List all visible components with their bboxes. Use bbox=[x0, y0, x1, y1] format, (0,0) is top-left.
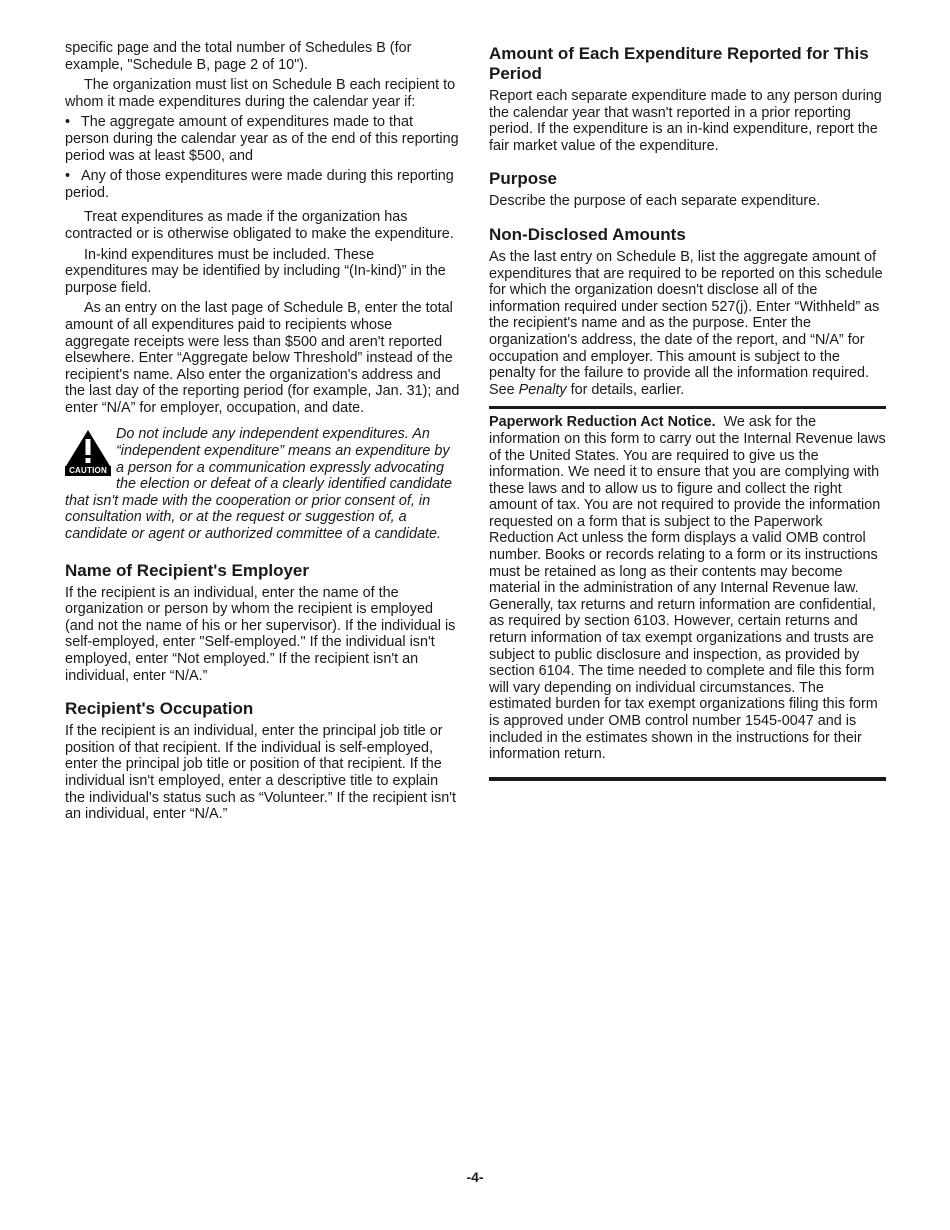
caution-text: Do not include any independent expenditures. An “independent expenditure” means an expenditure by a person for a communication expressly advocating the election or defeat of a clearly identified candidate that isn't made with the cooperation or prior consent of, in consultation with, or at the request or suggestion of, a candidate or agent or authorized committee of a candidate. bbox=[65, 426, 453, 543]
employer-heading: Name of Recipient's Employer bbox=[65, 560, 310, 580]
bullet-item: • The aggregate amount of expenditures made to that person during the calendar year as of the end of this reporting period was at least $500, and bbox=[65, 114, 459, 164]
section-rule bbox=[489, 406, 886, 409]
paperwork-heading: Paperwork Reduction Act Notice. bbox=[489, 414, 716, 431]
penalty-reference: Penalty bbox=[518, 381, 567, 398]
occupation-text: If the recipient is an individual, enter the principal job title or position of that recipient. If the individual is self-employed, enter the principal job title or position of that recipient. If the individual isn't employed, enter a descriptive title to explain the individual's status such as “Volunteer.” If the recipient isn't an individual, enter “N/A.” bbox=[65, 723, 457, 823]
schedule-b-paragraph: The organization must list on Schedule B each recipient to whom it made expenditures during the calendar year if: bbox=[65, 77, 456, 110]
bullet-icon: • bbox=[65, 168, 71, 185]
caution-label: CAUTION bbox=[65, 466, 111, 476]
purpose-text: Describe the purpose of each separate expenditure. bbox=[489, 193, 821, 210]
bottom-rule bbox=[489, 777, 886, 781]
nondisclosed-heading: Non-Disclosed Amounts bbox=[489, 224, 686, 244]
paperwork-notice bbox=[489, 414, 886, 762]
caution-icon bbox=[65, 429, 111, 476]
amount-text: Report each separate expenditure made to any person during the calendar year that wasn't reported in a prior reporting period. If the expenditure is an in-kind expenditure, report the fair market value of the expenditure. bbox=[489, 88, 882, 154]
paperwork-text: We ask for the information on this form to carry out the Internal Revenue laws of the United States. You are required to give us the information. We need it to ensure that you are complying with these laws and to allow us to figure and collect the right amount of tax. You are not required to provide the information requested on a form that is subject to the Paperwork Reduction Act unless the form displays a valid OMB control number. Books or records relating to a form or its instructions must be retained as long as their contents may become material in the administration of any Internal Revenue law. Generally, tax returns and return information are confidential, as required by section 6103. However, certain returns and return information of tax exempt organizations and trusts are subject to public disclosure and inspection, as provided by section 6104. The time needed to complete and file this form will vary depending on individual circumstances. The estimated burden for tax exempt organizations filing this form is approved under OMB control number 1545-0047 and is included in the estimates shown in the instructions for their information return. bbox=[489, 414, 886, 763]
left-column bbox=[65, 40, 460, 827]
treat-expenditures-paragraph: Treat expenditures as made if the organization has contracted or is otherwise obligated to make the expenditure. bbox=[65, 209, 454, 242]
page-number: -4- bbox=[466, 1169, 484, 1185]
aggregate-paragraph: As an entry on the last page of Schedule B, enter the total amount of all expenditures paid to recipients whose aggregate receipts were less than $500 and aren't reported elsewhere. Enter “Aggregate below Threshold” instead of the recipient's name. Also enter the organization's address and the last day of the reporting period (for example, Jan. 31); and enter “N/A” for employer, occupation, and date. bbox=[65, 300, 460, 416]
occupation-heading: Recipient's Occupation bbox=[65, 699, 254, 719]
continued-paragraph: specific page and the total number of Schedules B (for example, "Schedule B, page 2 of 10"). bbox=[65, 40, 412, 73]
bullet-item: • Any of those expenditures were made during this reporting period. bbox=[65, 168, 454, 201]
caution-note bbox=[65, 426, 460, 542]
bullet-icon: • bbox=[65, 114, 71, 131]
in-kind-paragraph: In-kind expenditures must be included. These expenditures may be identified by including “(In-kind)” in the purpose field. bbox=[65, 246, 446, 296]
employer-text: If the recipient is an individual, enter the name of the organization or person by whom the recipient is employed (and not the name of his or her supervisor). If the individual is self-employed, enter "Self-employed." If the individual isn't employed, enter “Not employed.” If the recipient isn't an individual, enter “N/A.” bbox=[65, 584, 456, 684]
purpose-heading: Purpose bbox=[489, 169, 558, 189]
nondisclosed-text: As the last entry on Schedule B, list the aggregate amount of expenditures that are required to be reported on this schedule for which the organization doesn't disclose all of the information required under section 527(j). Enter “Withheld” as the recipient's name and as the purpose. Enter the organization's address, the date of the report, and “N/A” for occupation and employer. This amount is subject to the penalty for the failure to provide all the information required. See Penalty for details, earlier. bbox=[489, 248, 883, 398]
right-column bbox=[489, 44, 886, 781]
amount-heading: Amount of Each Expenditure Reported for This Period bbox=[489, 44, 869, 83]
